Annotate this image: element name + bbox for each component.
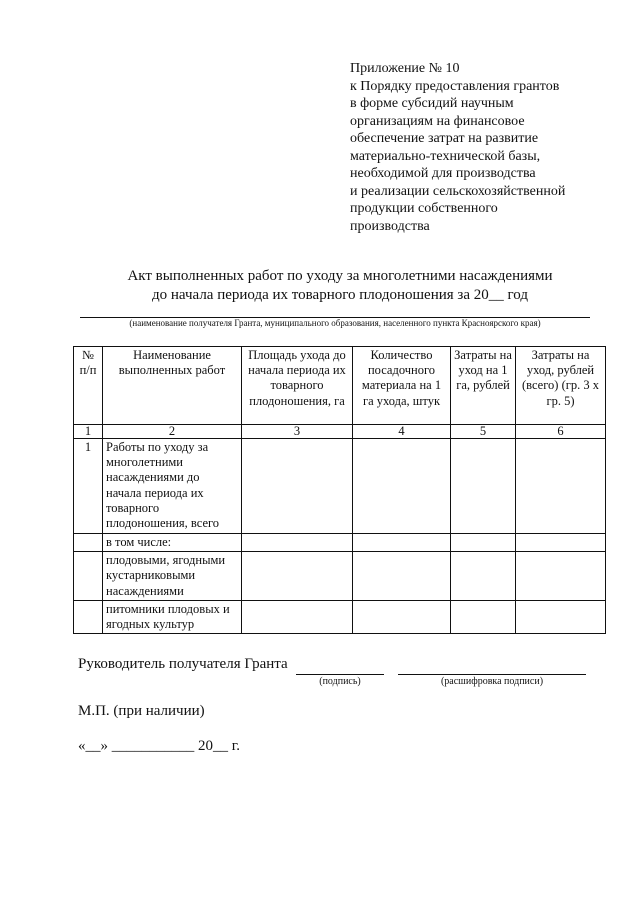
column-number: 1 [74,425,103,439]
annex-line: и реализации сельскохозяйственной [350,183,566,199]
header-cell-area: Площадь ухода до начала периода их товарного плодоношения, га [242,347,353,425]
recipient-caption: (наименование получателя Гранта, муниципального образования, населенного пункта Красноярского края) [129,318,541,328]
row-cell-cost-per-ha[interactable] [451,552,516,601]
table-column-numbers-row [74,425,606,439]
row-number [74,600,103,633]
table-row [74,600,606,633]
row-cell-area[interactable] [242,600,353,633]
column-number: 5 [451,425,516,439]
annex-line: обеспечение затрат на развитие [350,131,539,146]
annex-line: к Порядку предоставления грантов [350,78,560,94]
header-cell-cost-total: Затраты на уход, рублей (всего) (гр. 3 х гр. 5) [516,347,606,425]
header-cell-cost-per-ha: Затраты на уход на 1 га, рублей [451,347,516,425]
row-cell-cost-total[interactable] [516,534,606,552]
row-cell-quantity[interactable] [353,534,451,552]
column-number: 6 [516,425,606,439]
annex-header [350,60,620,235]
document-title-line-2: до начала периода их товарного плодоношения за 20__ год [152,287,528,303]
row-cell-quantity[interactable] [353,600,451,633]
header-cell-name: Наименование выполненных работ [103,347,242,425]
annex-line: необходимой для производства [350,166,536,181]
row-number [74,552,103,601]
document-title-line-1: Акт выполненных работ по уходу за многолетними насаждениями [127,268,553,284]
annex-line: материально-технической базы, [350,148,541,164]
row-work-name: питомники плодовых и ягодных культур [103,600,242,633]
row-work-name: Работы по уходу за многолетними насаждениями до начала периода их товарного плодоношения, всего [103,439,242,534]
row-cell-cost-total[interactable] [516,600,606,633]
row-cell-quantity[interactable] [353,439,451,534]
table-header-row [74,347,606,425]
signature-label: Руководитель получателя Гранта [78,656,288,672]
row-work-name: в том числе: [103,534,242,552]
column-number: 2 [103,425,242,439]
row-cell-area[interactable] [242,534,353,552]
stamp-note: М.П. (при наличии) [78,703,205,719]
date-line: «__» ___________ 20__ г. [78,738,240,754]
header-cell-num: № п/п [74,347,103,425]
annex-line: продукции собственного [350,201,498,216]
header-cell-quantity: Количество посадочного материала на 1 га ухода, штук [353,347,451,425]
annex-line: организациям на финансовое [350,113,525,129]
table-row [74,439,606,534]
signature-decode-caption: (расшифровка подписи) [440,676,544,687]
signature-blank[interactable] [296,674,384,675]
signature-caption: (подпись) [319,676,361,687]
annex-line: производства [350,218,430,234]
annex-line: Приложение № 10 [350,61,460,76]
document-title [60,267,620,305]
row-cell-area[interactable] [242,552,353,601]
row-number: 1 [74,439,103,534]
row-cell-cost-per-ha[interactable] [451,439,516,534]
table-row [74,534,606,552]
signature-decode-blank[interactable] [398,674,586,675]
table-row [74,552,606,601]
row-cell-cost-total[interactable] [516,552,606,601]
row-cell-quantity[interactable] [353,552,451,601]
row-cell-area[interactable] [242,439,353,534]
row-number [74,534,103,552]
annex-line: в форме субсидий научным [350,96,514,111]
column-number: 4 [353,425,451,439]
row-cell-cost-per-ha[interactable] [451,534,516,552]
works-table [73,346,606,634]
row-work-name: плодовыми, ягодными кустарниковыми насаждениями [103,552,242,601]
row-cell-cost-total[interactable] [516,439,606,534]
column-number: 3 [242,425,353,439]
row-cell-cost-per-ha[interactable] [451,600,516,633]
